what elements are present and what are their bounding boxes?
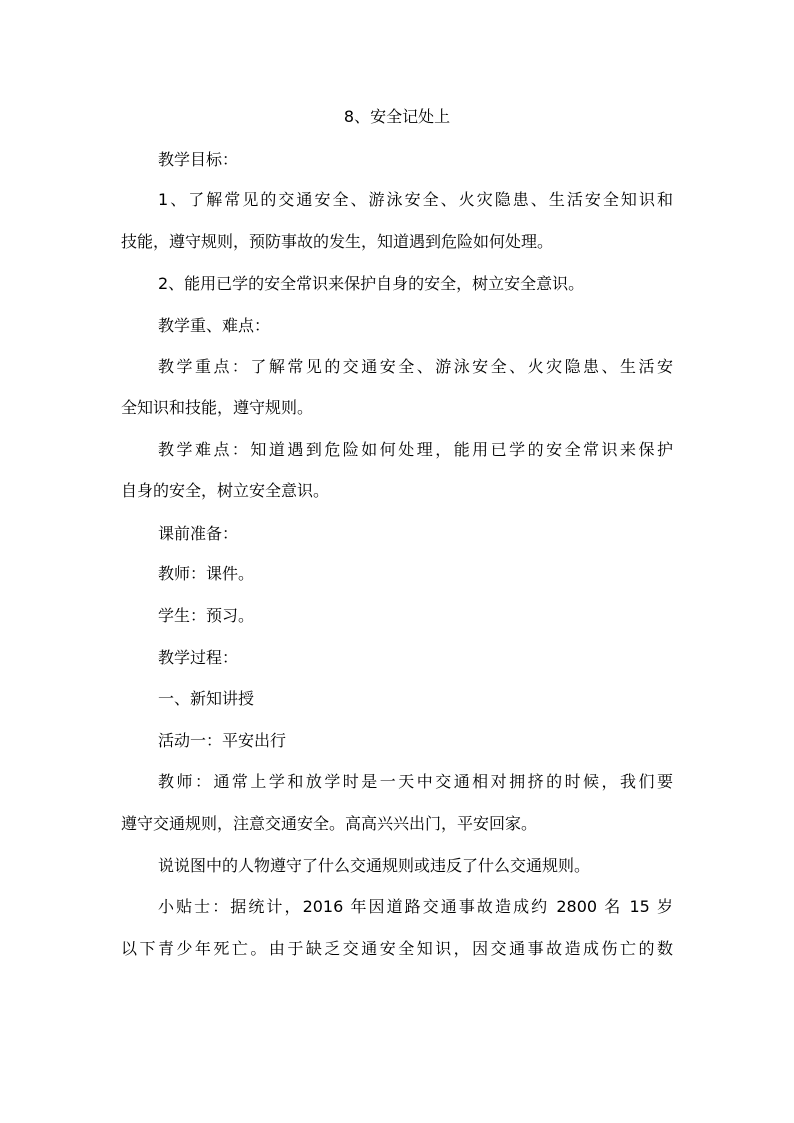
document-title: 8、安全记处上 xyxy=(343,107,451,126)
paragraph-line: 遵守交通规则，注意交通安全。高高兴兴出门，平安回家。 xyxy=(121,814,538,833)
paragraph-line: 小贴士：据统计，2016 年因道路交通事故造成约 2800 名 15 岁 xyxy=(158,897,673,916)
paragraph-line: 教师：课件。 xyxy=(158,564,255,583)
paragraph-line: 教学难点：知道遇到危险如何处理，能用已学的安全常识来保护 xyxy=(158,440,673,459)
paragraph-line: 自身的安全，树立安全意识。 xyxy=(121,481,330,500)
paragraph-line: 学生：预习。 xyxy=(158,606,255,625)
paragraph-line: 1、了解常见的交通安全、游泳安全、火灾隐患、生活安全知识和 xyxy=(158,190,673,209)
paragraph-line: 技能，遵守规则，预防事故的发生，知道遇到危险如何处理。 xyxy=(121,232,554,251)
paragraph-line: 2、能用已学的安全常识来保护自身的安全，树立安全意识。 xyxy=(158,274,585,293)
activity-heading: 活动一：平安出行 xyxy=(158,731,287,750)
section-subheading: 一、新知讲授 xyxy=(158,689,255,708)
paragraph-line: 教学重点：了解常见的交通安全、游泳安全、火灾隐患、生活安 xyxy=(158,357,673,376)
section-heading-objectives: 教学目标： xyxy=(158,150,239,169)
paragraph-line: 全知识和技能，遵守规则。 xyxy=(121,398,314,417)
section-heading-process: 教学过程： xyxy=(158,648,239,667)
paragraph-line: 教师：通常上学和放学时是一天中交通相对拥挤的时候，我们要 xyxy=(158,772,673,791)
paragraph-line: 说说图中的人物遵守了什么交通规则或违反了什么交通规则。 xyxy=(158,856,591,875)
section-heading-preparation: 课前准备： xyxy=(158,524,239,543)
section-heading-key-points: 教学重、难点： xyxy=(158,316,271,335)
paragraph-line: 以下青少年死亡。由于缺乏交通安全知识，因交通事故造成伤亡的数 xyxy=(121,939,673,958)
